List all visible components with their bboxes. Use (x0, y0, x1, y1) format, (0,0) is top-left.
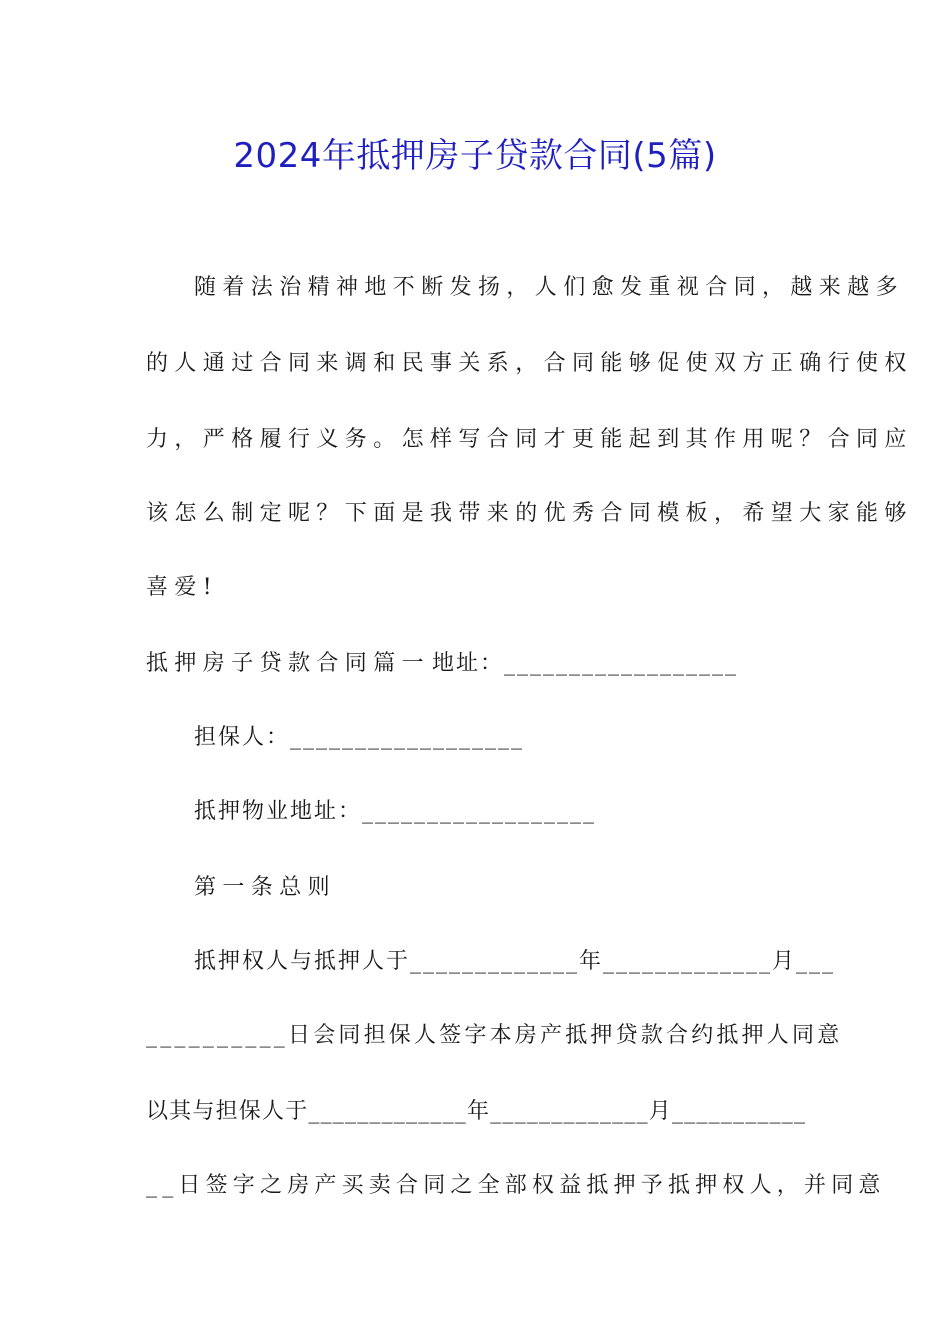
document-title: 2024年抵押房子贷款合同(5篇) (233, 136, 717, 176)
article-one-line-1: 抵押权人与抵押人于_____________年_____________月___ (194, 949, 836, 974)
intro-line-1: 随着法治精神地不断发扬，人们愈发重视合同，越来越多 (194, 275, 905, 300)
section-heading: 抵押房子贷款合同篇一 (146, 651, 431, 676)
article-one-line-4: __日签字之房产买卖合同之全部权益抵押予抵押权人，并同意 (146, 1173, 886, 1198)
intro-line-4: 该怎么制定呢？下面是我带来的优秀合同模板，希望大家能够 (146, 501, 913, 526)
intro-line-2: 的人通过合同来调和民事关系，合同能够促使双方正确行使权 (146, 351, 913, 376)
property-address-field-label: 抵押物业地址：__________________ (194, 799, 597, 824)
guarantor-field-label: 担保人：__________________ (194, 725, 525, 750)
intro-line-5: 喜爱! (146, 575, 219, 600)
intro-line-3: 力，严格履行义务。怎样写合同才更能起到其作用呢？合同应 (146, 427, 913, 452)
article-one-title: 第一条总则 (194, 875, 337, 900)
article-one-line-2: __________日会同担保人签字本房产抵押贷款合约抵押人同意 (146, 1023, 843, 1048)
article-one-line-3: 以其与担保人于_____________年_____________月___________ (146, 1099, 807, 1124)
address-field-label: 地址：__________________ (432, 651, 739, 676)
